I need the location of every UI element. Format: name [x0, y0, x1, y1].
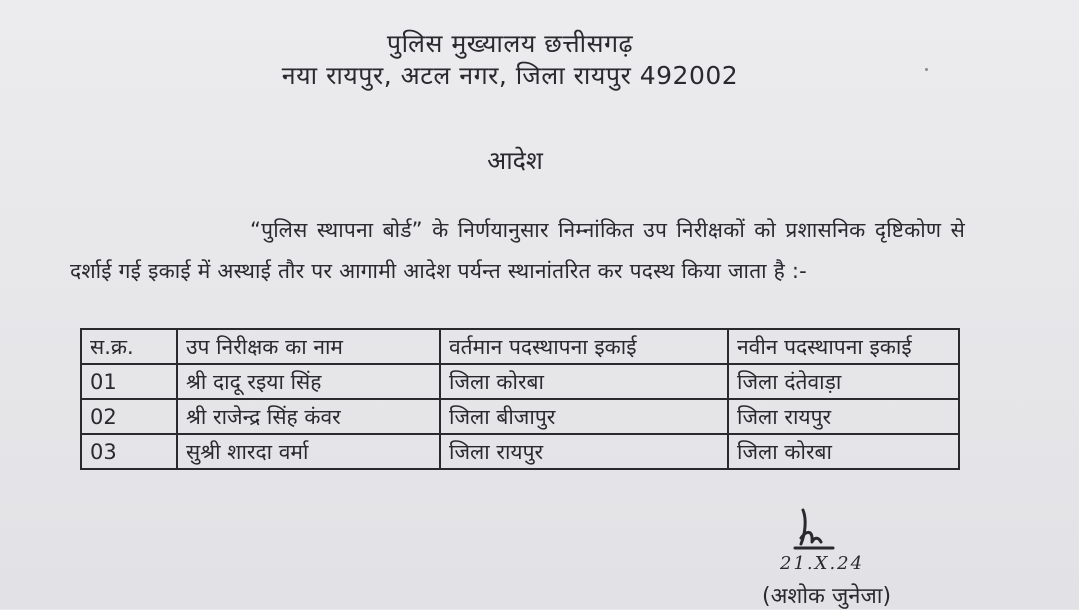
header-new-unit: नवीन पदस्थापना इकाई — [728, 329, 959, 364]
header-current-unit: वर्तमान पदस्थापना इकाई — [440, 329, 728, 364]
office-address: नया रायपुर, अटल नगर, जिला रायपुर 492002 — [281, 61, 739, 90]
office-name: पुलिस मुख्यालय छत्तीसगढ़ — [386, 29, 634, 58]
cell-new-unit: जिला दंतेवाड़ा — [728, 364, 959, 399]
cell-officer-name: श्री राजेन्द्र सिंह कंवर — [177, 399, 440, 434]
cell-new-unit: जिला रायपुर — [728, 399, 959, 434]
cell-serial: 03 — [81, 434, 177, 469]
table-row — [81, 364, 959, 399]
header-serial: स.क्र. — [81, 329, 177, 364]
signature-mark — [785, 508, 845, 553]
cell-current-unit: जिला रायपुर — [440, 434, 728, 469]
paper-speck — [925, 68, 928, 71]
cell-officer-name: सुश्री शारदा वर्मा — [177, 434, 440, 469]
table-header-row — [81, 329, 959, 364]
order-title: आदेश — [487, 146, 543, 175]
cell-officer-name: श्री दादू रइया सिंह — [177, 364, 440, 399]
transfer-table — [80, 328, 960, 470]
header-officer-name: उप निरीक्षक का नाम — [177, 329, 440, 364]
cell-current-unit: जिला बीजापुर — [440, 399, 728, 434]
table-row — [81, 399, 959, 434]
signature-date: 21.X.24 — [780, 553, 865, 574]
cell-serial: 01 — [81, 364, 177, 399]
signatory-name: (अशोक जुनेजा) — [762, 584, 892, 609]
order-paragraph: “पुलिस स्थापना बोर्ड” के निर्णयानुसार निम्नांकित उप निरीक्षकों को प्रशासनिक दृष्टिकोण से दर्शाई गई इकाई में अस्थाई तौर पर आगामी आदेश पर्यन्त स्थानांतरित कर पदस्थ किया जाता है :- — [70, 218, 965, 283]
cell-current-unit: जिला कोरबा — [440, 364, 728, 399]
cell-serial: 02 — [81, 399, 177, 434]
cell-new-unit: जिला कोरबा — [728, 434, 959, 469]
table-row — [81, 434, 959, 469]
